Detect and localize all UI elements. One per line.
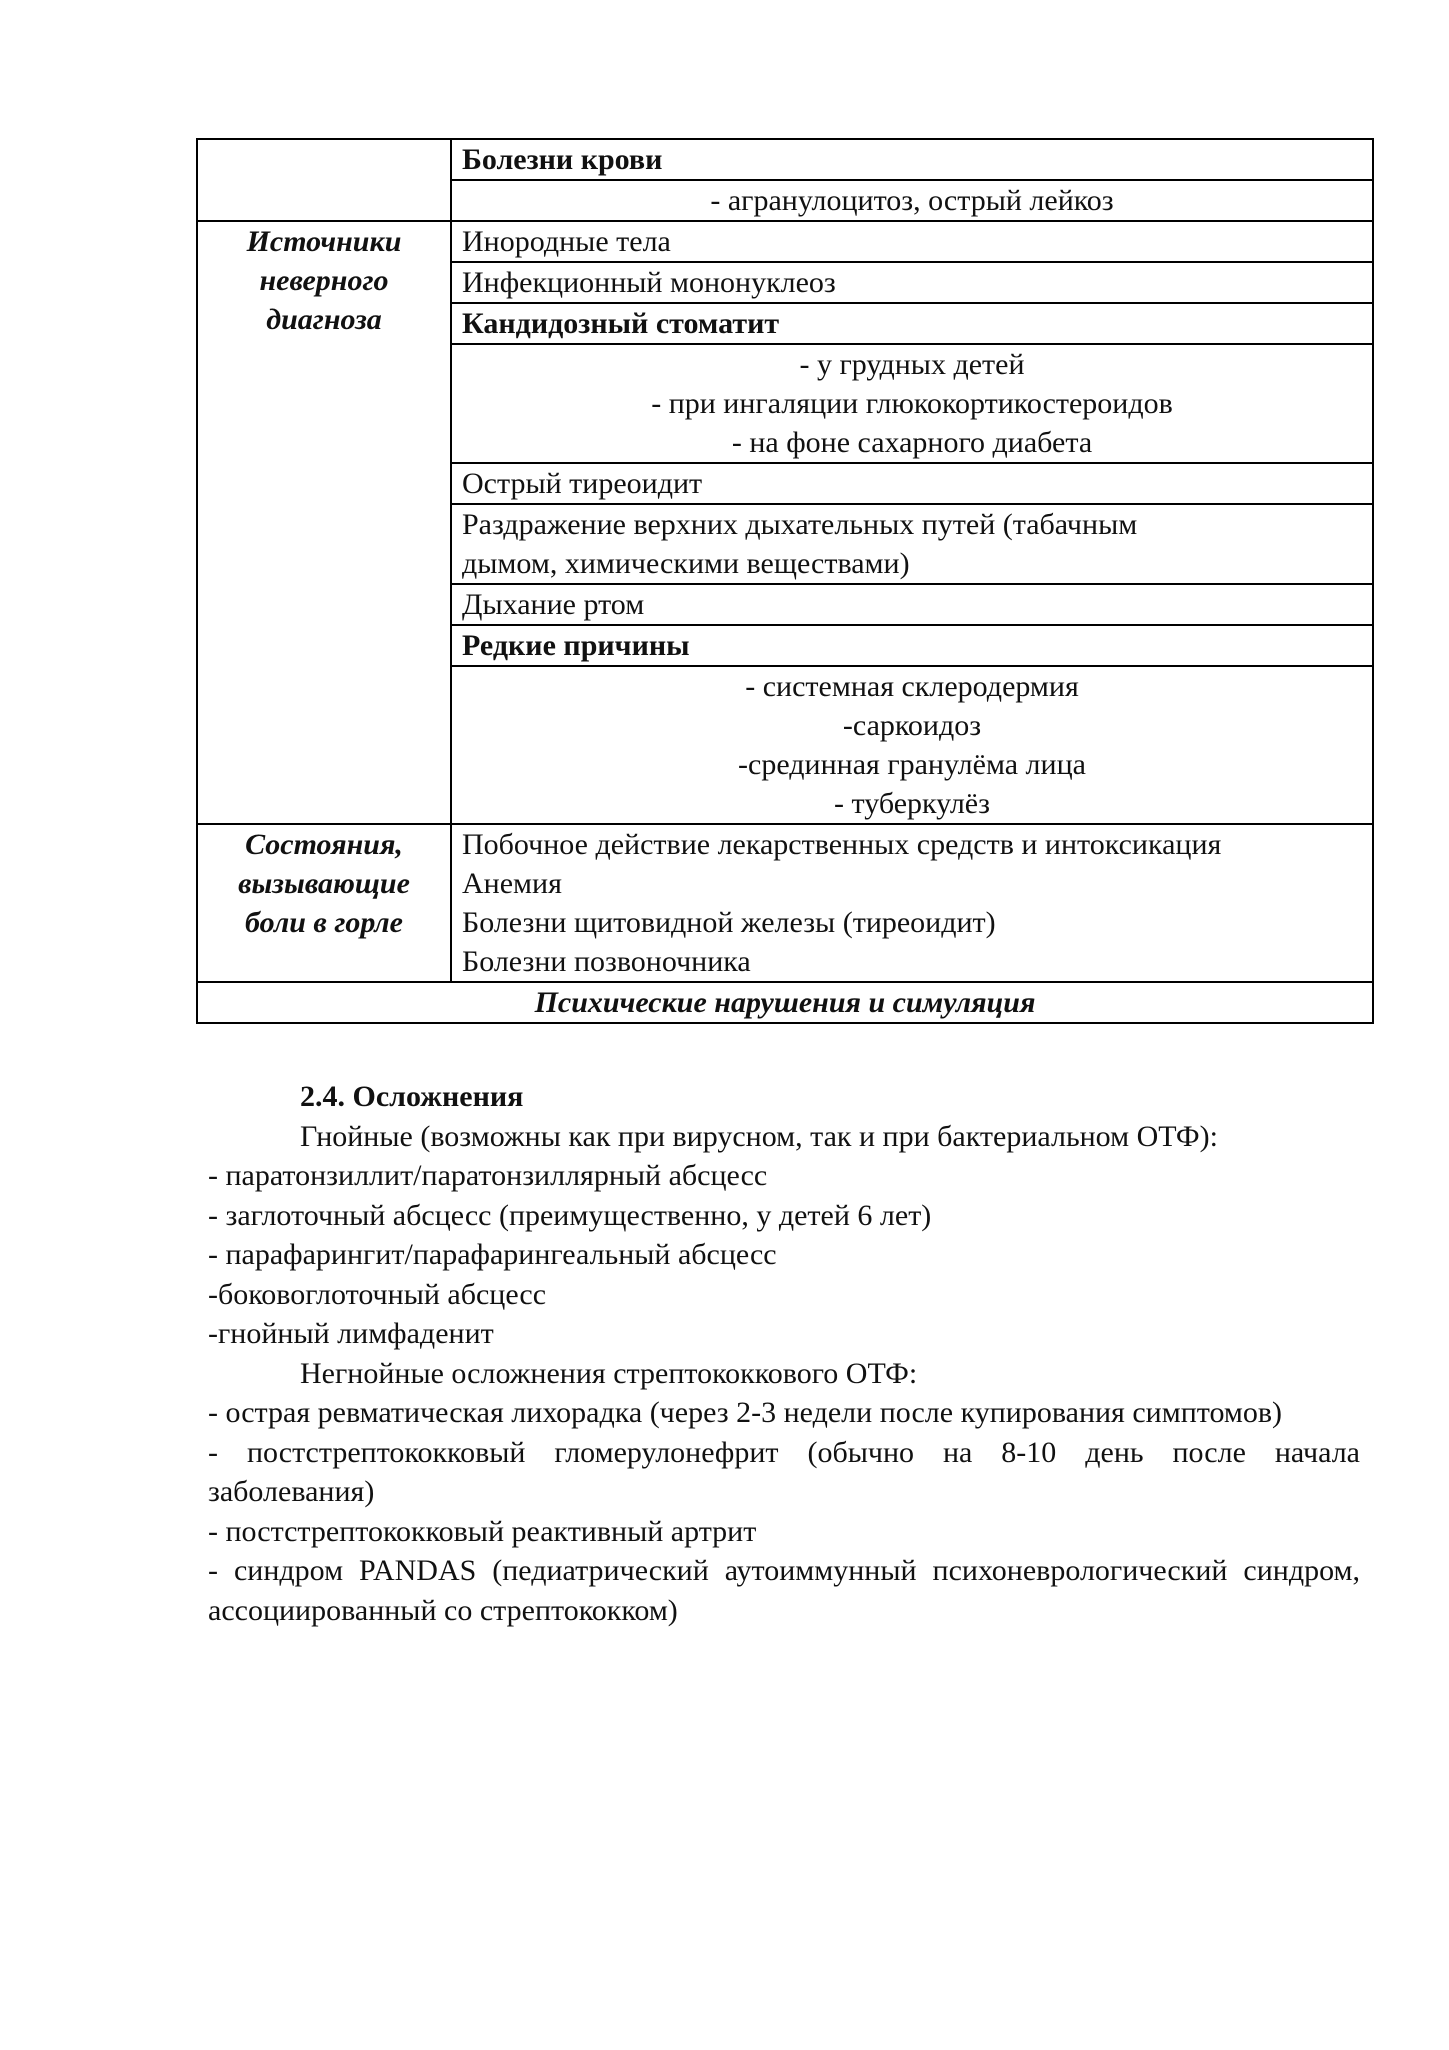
table-cell-sublist	[451, 344, 1373, 463]
list-item: - постстрептококковый гломерулонефрит (обычно на 8-10 день после начала заболевания)	[208, 1435, 1360, 1508]
cell-line: Болезни позвоночника	[462, 945, 751, 978]
list-item: - при ингаляции глюкокортикостероидов	[651, 387, 1173, 420]
cell-line: дымом, химическими веществами)	[462, 547, 910, 580]
group-heading-blood: Болезни крови	[451, 139, 1373, 180]
list-item: - агранулоцитоз, острый лейкоз	[710, 184, 1114, 217]
list-item: - заглоточный абсцесс (преимущественно, у детей 6 лет)	[208, 1198, 932, 1232]
section-heading: 2.4. Осложнения	[300, 1080, 524, 1113]
list-item: - у грудных детей	[799, 348, 1025, 381]
list-item: -боковоглоточный абсцесс	[208, 1277, 547, 1311]
list-item: - парафарингит/парафарингеальный абсцесс	[208, 1238, 777, 1271]
table-cell: Дыхание ртом	[451, 584, 1373, 625]
table-footer: Психические нарушения и симуляция	[197, 982, 1373, 1023]
paragraph-nonpurulent-intro: Негнойные осложнения стрептококкового ОТФ:	[300, 1356, 918, 1390]
complications-section	[208, 1077, 1360, 1630]
list-item: -саркоидоз	[842, 709, 982, 742]
cell-line: Раздражение верхних дыхательных путей (табачным	[462, 508, 1138, 541]
list-item: - синдром PANDAS (педиатрический аутоиммунный психоневрологический синдром, ассоциированный со стрептококком)	[208, 1554, 1360, 1627]
list-item: - паратонзиллит/паратонзиллярный абсцесс	[208, 1159, 768, 1192]
category-throat-pain-conditions: Состояния, вызывающие боли в горле	[197, 824, 451, 982]
table-cell	[451, 824, 1373, 982]
table-cell-sublist	[451, 666, 1373, 824]
table-cell-sublist	[451, 180, 1373, 221]
category-misdiagnosis-sources: Источники неверного диагноза	[197, 221, 451, 824]
paragraph-purulent-intro: Гнойные (возможны как при вирусном, так и при бактериальном ОТФ):	[300, 1119, 1218, 1153]
list-item: - острая ревматическая лихорадка (через 2-3 недели после купирования симптомов)	[208, 1396, 1283, 1429]
list-item: - постстрептококковый реактивный артрит	[208, 1514, 757, 1548]
group-heading-rare-causes: Редкие причины	[451, 625, 1373, 666]
table-row	[197, 824, 1373, 982]
cell-line: Болезни щитовидной железы (тиреоидит)	[462, 906, 996, 939]
list-item: - туберкулёз	[834, 787, 990, 820]
table-cell: Инфекционный мононуклеоз	[451, 262, 1373, 303]
list-item: -гнойный лимфаденит	[208, 1317, 494, 1350]
table-cell-empty	[197, 180, 451, 221]
differential-diagnosis-table	[196, 138, 1374, 1024]
table-row	[197, 139, 1373, 180]
list-item: - на фоне сахарного диабета	[731, 426, 1093, 459]
table-cell: Инородные тела	[451, 221, 1373, 262]
list-item: - системная склеродермия	[745, 670, 1079, 703]
cell-line: Побочное действие лекарственных средств и интоксикация	[462, 828, 1222, 861]
table-row	[197, 180, 1373, 221]
table-cell: Острый тиреоидит	[451, 463, 1373, 504]
cell-line: Анемия	[462, 867, 562, 900]
list-item: -срединная гранулёма лица	[738, 748, 1086, 781]
table-cell-empty	[197, 139, 451, 180]
group-heading-candidiasis: Кандидозный стоматит	[451, 303, 1373, 344]
table-row	[197, 982, 1373, 1023]
table-cell	[451, 504, 1373, 584]
table-row	[197, 221, 1373, 262]
